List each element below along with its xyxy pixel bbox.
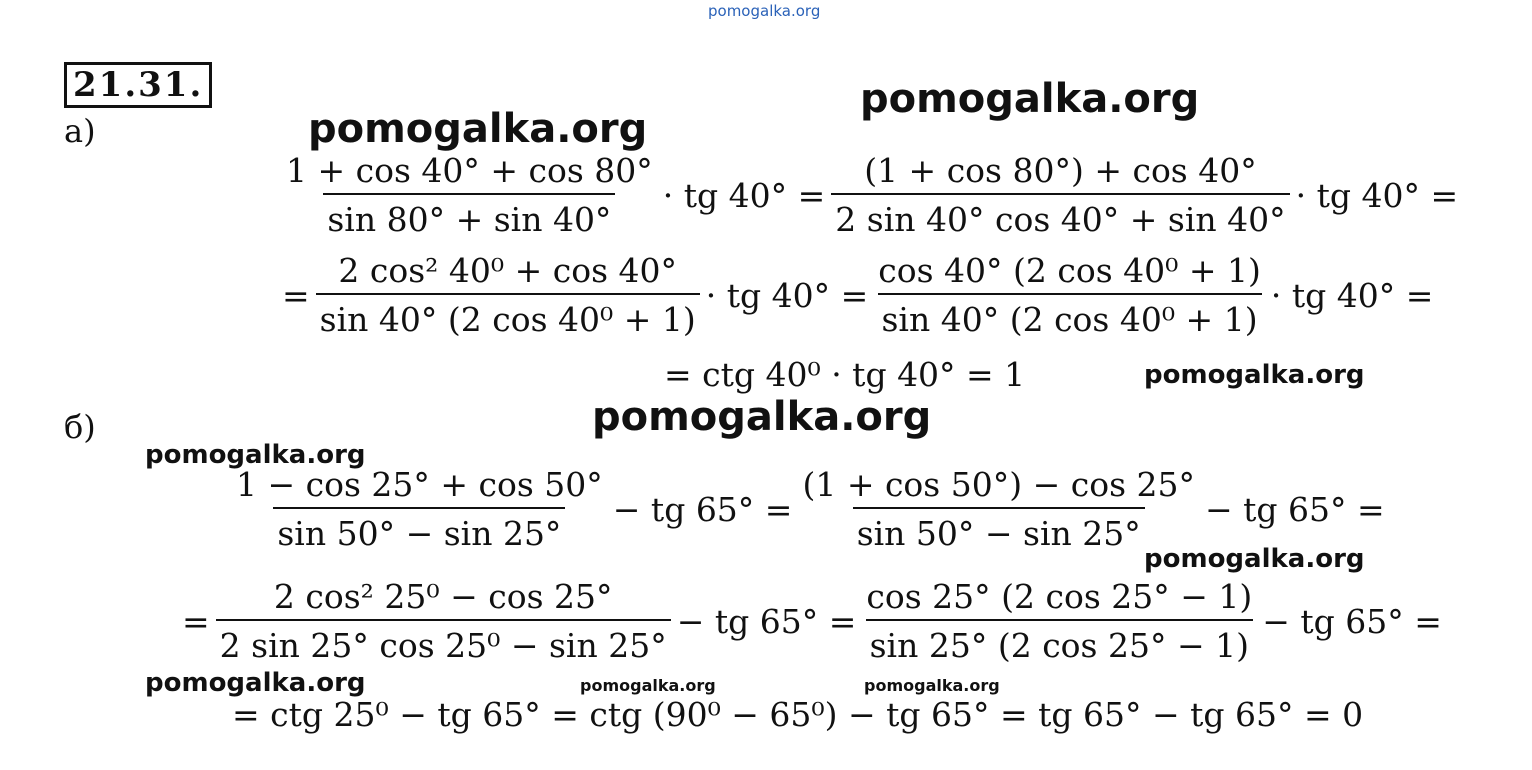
operator: =	[182, 601, 210, 641]
part-b-line-2	[182, 577, 1448, 665]
fraction	[282, 151, 657, 239]
operator: =	[282, 275, 310, 315]
operator: − tg 65° =	[1262, 601, 1442, 641]
part-b-line-3: = ctg 25⁰ − tg 65° = ctg (90⁰ − 65⁰) − tg 65° = tg 65° − tg 65° = 0	[232, 695, 1364, 734]
denominator: sin 50° − sin 25°	[853, 507, 1145, 550]
numerator: cos 25° (2 cos 25° − 1)	[866, 577, 1253, 616]
fraction	[874, 251, 1265, 339]
operator: · tg 40° =	[1295, 175, 1459, 215]
numerator: 1 + cos 40° + cos 80°	[286, 151, 653, 190]
operator: · tg 40° =	[662, 175, 826, 215]
numerator: cos 40° (2 cos 40⁰ + 1)	[878, 251, 1261, 290]
denominator: sin 50° − sin 25°	[273, 507, 565, 550]
operator: − tg 65° =	[1205, 489, 1385, 529]
watermark: pomogalka.org	[145, 440, 366, 470]
part-a-label: а)	[64, 112, 96, 150]
denominator: sin 40° (2 cos 40⁰ + 1)	[316, 293, 700, 336]
numerator: 2 cos² 25⁰ − cos 25°	[273, 577, 613, 616]
watermark: pomogalka.org	[580, 676, 716, 695]
operator: − tg 65° =	[676, 601, 857, 641]
denominator: sin 25° (2 cos 25° − 1)	[866, 619, 1253, 662]
fraction	[216, 577, 671, 665]
watermark: pomogalka.org	[308, 106, 648, 152]
fraction	[316, 251, 700, 339]
operator: · tg 40° =	[1270, 275, 1434, 315]
top-watermark: pomogalka.org	[708, 2, 821, 20]
fraction	[831, 151, 1289, 239]
watermark: pomogalka.org	[592, 394, 932, 440]
denominator: sin 40° (2 cos 40⁰ + 1)	[878, 293, 1262, 336]
part-a-line-1	[282, 151, 1464, 239]
denominator: 2 sin 40° cos 40° + sin 40°	[831, 193, 1289, 236]
part-b-label: б)	[64, 408, 96, 446]
part-a-line-2	[282, 251, 1439, 339]
part-b-line-1	[232, 465, 1391, 553]
operator: · tg 40° =	[705, 275, 869, 315]
watermark: pomogalka.org	[860, 76, 1200, 122]
watermark: pomogalka.org	[1144, 544, 1365, 574]
denominator: 2 sin 25° cos 25⁰ − sin 25°	[216, 619, 671, 662]
watermark: pomogalka.org	[864, 676, 1000, 695]
fraction	[232, 465, 607, 553]
fraction	[862, 577, 1256, 665]
numerator: 1 − cos 25° + cos 50°	[236, 465, 603, 504]
numerator: 2 cos² 40⁰ + cos 40°	[338, 251, 677, 290]
problem-number: 21.31.	[64, 62, 212, 108]
part-a-line-3: = ctg 40⁰ · tg 40° = 1	[664, 355, 1026, 394]
denominator: sin 80° + sin 40°	[323, 193, 615, 236]
watermark: pomogalka.org	[145, 668, 366, 698]
fraction	[798, 465, 1199, 553]
operator: − tg 65° =	[612, 489, 793, 529]
numerator: (1 + cos 50°) − cos 25°	[802, 465, 1195, 504]
watermark: pomogalka.org	[1144, 360, 1365, 390]
numerator: (1 + cos 80°) + cos 40°	[864, 151, 1257, 190]
